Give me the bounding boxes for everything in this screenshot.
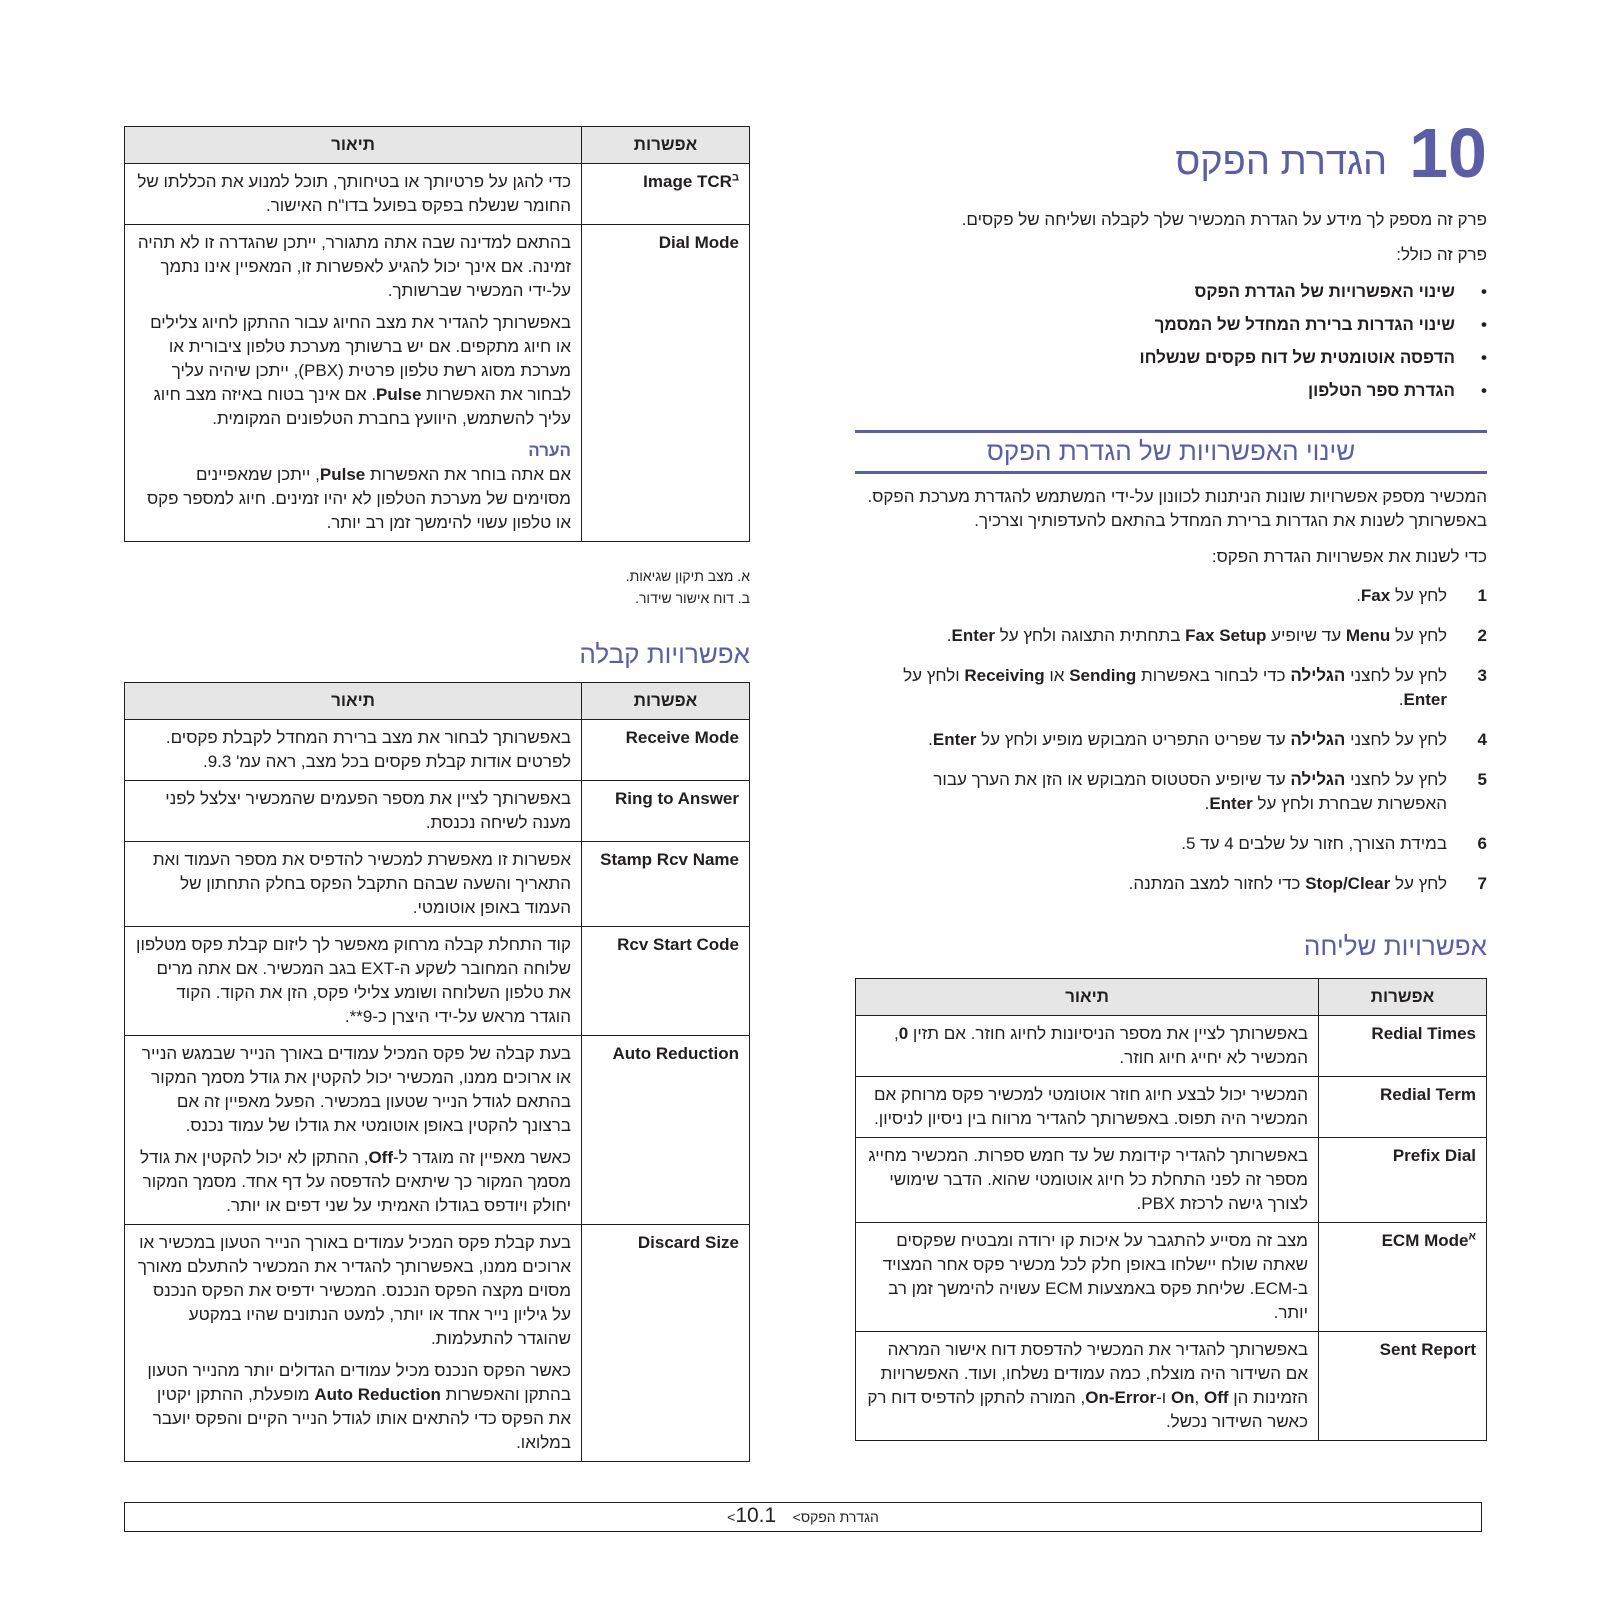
note-title: הערה	[528, 441, 571, 460]
table-row	[125, 842, 750, 927]
step-number: 3	[1477, 666, 1487, 685]
footnotes	[626, 565, 750, 609]
text-run: .	[1356, 586, 1361, 605]
table-row	[125, 1036, 750, 1225]
description-paragraph	[135, 311, 571, 431]
option-description-cell	[125, 1225, 582, 1462]
option-description-cell	[125, 164, 582, 225]
option-description-cell	[856, 1332, 1319, 1441]
sending-options-table-continued	[124, 126, 750, 542]
footer-chapter-title: <הגדרת הפקס>	[727, 1509, 879, 1525]
emphasis-text: הגלילה	[1290, 770, 1346, 789]
table-row	[125, 781, 750, 842]
text-run: כאשר הפקס הנכנס מכיל עמודים הגדולים יותר מהנייר הטעון בהתקן והאפשרות	[147, 1361, 571, 1404]
emphasis-text: Enter	[932, 730, 977, 749]
option-name: Ring to Answer	[614, 789, 739, 808]
footnote: א. מצב תיקון שגיאות.	[625, 568, 750, 584]
text-run: עד שיופיע	[1266, 626, 1346, 645]
option-name: Discard Size	[637, 1233, 739, 1252]
text-run: כדי לחזור למצב המתנה.	[1128, 874, 1306, 893]
option-name: Sent Report	[1379, 1340, 1476, 1359]
text-run: ,	[1194, 1388, 1204, 1407]
text-run: לחץ על	[1390, 874, 1447, 893]
column-header-option: אפשרות	[582, 127, 750, 164]
text-run: בתחתית התצוגה ולחץ על	[994, 626, 1186, 645]
text-run: באפשרותך להגדיר את המכשיר להדפסת דוח אישור המראה אם השידור היה מוצלח, כמה עמודים נשלחו, ועוד. האפשרויות הזמינות הן	[880, 1340, 1308, 1407]
emphasis-text: Menu	[1345, 626, 1391, 645]
option-description-cell	[125, 842, 582, 927]
receiving-options-table	[124, 682, 750, 1462]
section-description: המכשיר מספק אפשרויות שונות הניתנות לכוונון על-ידי המשתמש להגדרת מערכת הפקס. באפשרותך לשנות את הגדרות ברירת המחדל בהתאם להעדפותיך וצרכיך.	[867, 487, 1487, 530]
option-name-cell	[582, 1225, 750, 1462]
step-number: 5	[1477, 770, 1487, 789]
text-run: ולחץ על	[903, 666, 965, 685]
description-paragraph	[135, 787, 571, 835]
emphasis-text: Sending	[1069, 666, 1137, 685]
table-row	[856, 1332, 1487, 1441]
option-name: Stamp Rcv Name	[600, 850, 739, 869]
option-name-cell	[582, 927, 750, 1036]
description-paragraph	[135, 1359, 571, 1455]
description-paragraph	[135, 231, 571, 303]
option-name-cell	[1319, 1016, 1487, 1077]
option-description-cell	[856, 1138, 1319, 1223]
option-description-cell	[125, 720, 582, 781]
text-run: ו-	[1156, 1388, 1171, 1407]
text-run: מופעלת, ההתקן יקטין את הפקס כדי להתאים אותו לגודל הנייר הקיים והפקס יועבר במלואו.	[152, 1385, 571, 1452]
description-paragraph	[866, 1022, 1308, 1070]
section-heading-bar	[855, 430, 1487, 474]
emphasis-text: הגלילה	[1290, 666, 1346, 685]
text-run: באפשרותך לציין את מספר הניסיונות לחיוג חוזר. אם תזין	[908, 1024, 1308, 1043]
step-item	[867, 832, 1487, 856]
list-item: • הגדרת ספר הטלפון	[887, 379, 1487, 412]
text-run: לחץ על לחצני	[1345, 666, 1447, 685]
list-item: • שינוי הגדרות ברירת המחדל של המסמך	[887, 313, 1487, 346]
table-row	[856, 1016, 1487, 1077]
emphasis-text: Fax	[1360, 586, 1391, 605]
page-number: 10.1	[735, 1504, 777, 1527]
text-run: , המכשיר לא יחייג חיוג חוזר.	[894, 1024, 1308, 1067]
option-description-cell	[856, 1223, 1319, 1332]
column-header-option: אפשרות	[1319, 979, 1487, 1016]
emphasis-text: 0	[898, 1024, 909, 1043]
section-title: אפשרויות קבלה	[579, 639, 750, 669]
text-run: לחץ על לחצני	[1345, 770, 1447, 789]
text-run: כאשר מאפיין זה מוגדר ל-	[393, 1148, 571, 1167]
chapter-number: 10	[1409, 114, 1487, 192]
text-run: לחץ על לחצני	[1345, 730, 1447, 749]
option-name-cell	[1319, 1332, 1487, 1441]
table-row	[125, 1225, 750, 1462]
option-name: Prefix Dial	[1392, 1146, 1476, 1165]
emphasis-text: Pulse	[319, 465, 366, 484]
steps-list	[867, 584, 1487, 912]
text-run: בעת קבלת פקס המכיל עמודים באורך הנייר הטעון במכשיר או ארוכים ממנו, באפשרותך להגדיר את המכשיר להתעלם מאורך מסוים מקצה הפקס הנכנס. המכשיר ידפיס את הפקס הנכנס על גיליון נייר אחד או יותר, למעט הנתונים שהיו במקטע שהוגדר להתעלמות.	[137, 1233, 571, 1348]
option-name: Redial Term	[1379, 1085, 1476, 1104]
text-run: באפשרותך לציין את מספר הפעמים שהמכשיר יצלצל לפני מענה לשיחה נכנסת.	[165, 789, 571, 832]
option-name-cell	[1319, 1223, 1487, 1332]
emphasis-text: Fax Setup	[1185, 626, 1267, 645]
column-header-description: תיאור	[125, 683, 582, 720]
description-paragraph	[135, 1231, 571, 1351]
option-description-cell	[125, 225, 582, 542]
description-paragraph	[135, 848, 571, 920]
text-run: המכשיר יכול לבצע חיוג חוזר אוטומטי למכשיר פקס מרוחק אם המכשיר היה תפוס. באפשרותך להגדיר מרווח בין ניסיון לניסיון.	[873, 1085, 1308, 1128]
option-name: Rcv Start Code	[617, 935, 739, 954]
list-item: • הדפסה אוטומטית של דוח פקסים שנשלחו	[887, 346, 1487, 379]
option-name-cell	[582, 1036, 750, 1225]
text-run: לחץ על	[1390, 586, 1447, 605]
page-footer	[124, 1502, 1482, 1532]
table-row	[856, 1223, 1487, 1332]
step-number: 2	[1477, 626, 1487, 645]
table-row	[856, 1077, 1487, 1138]
footnote-marker: א	[1468, 1230, 1476, 1243]
intro-text: פרק זה מספק לך מידע על הגדרת המכשיר שלך לקבלה ושליחה של פקסים.	[961, 210, 1487, 229]
includes-label: פרק זה כולל:	[1396, 245, 1487, 264]
description-paragraph	[135, 726, 571, 774]
text-run: בעת קבלה של פקס המכיל עמודים באורך הנייר שבמגש הנייר או ארוכים ממנו, המכשיר יכול להקטין את גודל מסמך המקור בהתאם לגודל הנייר שטעון במכשיר. הפעל מאפיין זה אם ברצונך להקטין באופן אוטומטי את גודלו של עמוד נכנס.	[141, 1044, 571, 1135]
option-name: Image TCR	[643, 172, 732, 191]
table-row	[125, 164, 750, 225]
option-name: ECM Mode	[1381, 1231, 1469, 1250]
text-run: , ההתקן לא יכול להקטין את גודל מסמך המקור כך שיתאים להדפסה על דף אחד. מסמך המקור יחולק ויודפס בגודלו האמיתי על שני דפים או יותר.	[140, 1148, 571, 1215]
step-number: 7	[1477, 874, 1487, 893]
section-title: שינוי האפשרויות של הגדרת הפקס	[986, 436, 1356, 466]
table-row	[125, 720, 750, 781]
chapter-title: הגדרת הפקס	[1175, 141, 1388, 183]
text-run: בהתאם למדינה שבה אתה מתגורר, ייתכן שהגדרה זו לא תהיה זמינה. אם אינך יכול להגיע לאפשרות זו, המאפיין אינו נתמך על-ידי המכשיר שברשותך.	[137, 233, 571, 300]
emphasis-text: Receiving	[964, 666, 1045, 685]
description-paragraph	[866, 1338, 1308, 1434]
list-item: • שינוי האפשרויות של הגדרת הפקס	[887, 280, 1487, 313]
emphasis-text: Auto Reduction	[314, 1385, 441, 1404]
step-item	[867, 728, 1487, 752]
option-name-cell	[582, 781, 750, 842]
text-run: באפשרותך להגדיר קידומת של עד חמש ספרות. המכשיר מחייג מספר זה לפני התחלת כל חיוג אוטומטי שהוא. הדבר שימושי לצורך גישה לרכזת PBX.	[868, 1146, 1308, 1213]
step-number: 4	[1477, 730, 1487, 749]
option-description-cell	[856, 1077, 1319, 1138]
description-paragraph	[135, 933, 571, 1029]
option-name: Auto Reduction	[612, 1044, 739, 1063]
emphasis-text: הגלילה	[1290, 730, 1346, 749]
text-run: מצב זה מסייע להתגבר על איכות קו ירודה ומבטיח שפקסים שאתה שולח יישלחו באופן חלק לכל מכשיר פקס אחר המצויד ב-ECM. שליחת פקס באמצעות ECM עשויה להימשך זמן רב יותר.	[882, 1231, 1308, 1322]
step-number: 1	[1477, 586, 1487, 605]
table-row	[125, 225, 750, 542]
option-name-cell	[582, 842, 750, 927]
description-paragraph	[135, 1042, 571, 1138]
step-item	[867, 768, 1487, 816]
description-paragraph	[135, 170, 571, 218]
text-run: עד שפריט התפריט המבוקש מופיע ולחץ על	[976, 730, 1291, 749]
emphasis-text: Pulse	[376, 385, 422, 404]
text-run: לחץ על	[1390, 626, 1447, 645]
step-item	[867, 584, 1487, 608]
column-header-option: אפשרות	[582, 683, 750, 720]
column-header-description: תיאור	[856, 979, 1319, 1016]
text-run: או	[1044, 666, 1070, 685]
emphasis-text: Enter	[1209, 794, 1253, 813]
step-item	[867, 624, 1487, 648]
chapter-contents-list	[887, 280, 1487, 412]
text-run: .	[946, 626, 952, 645]
text-run: .	[1398, 690, 1404, 709]
table-row	[125, 927, 750, 1036]
text-run: אם אתה בוחר את האפשרות	[365, 465, 571, 484]
step-number: 6	[1477, 834, 1487, 853]
step-item	[867, 872, 1487, 896]
chapter-heading	[1175, 114, 1487, 192]
emphasis-text: On-Error	[1085, 1388, 1157, 1407]
option-name-cell	[582, 225, 750, 542]
option-description-cell	[856, 1016, 1319, 1077]
note-text	[135, 463, 571, 535]
option-name-cell	[1319, 1077, 1487, 1138]
option-description-cell	[125, 1036, 582, 1225]
emphasis-text: Off	[1204, 1388, 1229, 1407]
text-run: באפשרותך להגדיר את מצב החיוג עבור ההתקן לחיוג צלילים או חיוג מתקפים. אם יש ברשותך מערכת טלפון ציבורית או מערכת מסוג רשת טלפון פרטית (PBX), ייתכן שיהיה עליך לבחור את האפשרות	[150, 313, 571, 404]
description-paragraph	[866, 1083, 1308, 1131]
description-paragraph	[135, 1146, 571, 1218]
description-paragraph	[866, 1144, 1308, 1216]
text-run: קוד התחלת קבלה מרחוק מאפשר לך ליזום קבלת פקס מטלפון שלוחה המחובר לשקע ה-EXT בגב המכשיר. אם אתה מרים את טלפון השלוחה ושומע צלילי פקס, הזן את הקוד. הקוד הוגדר מראש על-ידי היצרן כ-9*‎*.	[136, 935, 571, 1026]
text-run: , ייתכן שמאפיינים מסוימים של מערכת הטלפון לא יהיו זמינים. חיוג למספר פקס או טלפון עשוי להימשך זמן רב יותר.	[146, 465, 571, 532]
option-name: Dial Mode	[658, 233, 739, 252]
text-run: כדי להגן על פרטיותך או בטיחותך, תוכל למנוע את הכללתו של החומר שנשלח בפקס בפועל בדו"ח האישור.	[137, 172, 571, 215]
emphasis-text: Enter	[951, 626, 995, 645]
emphasis-text: Enter	[1403, 690, 1447, 709]
text-run: באפשרותך לבחור את מצב ברירת המחדל לקבלת פקסים. לפרטים אודות קבלת פקסים בכל מצב, ראה עמ' 9.3.	[165, 728, 571, 771]
section-title: אפשרויות שליחה	[1303, 931, 1487, 961]
option-name-cell	[1319, 1138, 1487, 1223]
option-name: Receive Mode	[625, 728, 739, 747]
column-header-description: תיאור	[125, 127, 582, 164]
option-description-cell	[125, 927, 582, 1036]
option-name-cell	[582, 720, 750, 781]
emphasis-text: Off	[368, 1148, 393, 1167]
option-description-cell	[125, 781, 582, 842]
option-name: Redial Times	[1371, 1024, 1476, 1043]
emphasis-text: On	[1170, 1388, 1195, 1407]
text-run: .	[1204, 794, 1210, 813]
text-run: במידת הצורך, חזור על שלבים 4 עד 5.	[1181, 834, 1447, 853]
text-run: . אם אינך בטוח באיזה מצב חיוג עליך להשתמש, היוועץ בחברת הטלפונים המקומית.	[153, 385, 571, 428]
step-item	[867, 664, 1487, 712]
text-run: עד שיופיע הסטטוס המבוקש או הזן את הערך עבור האפשרות שבחרת ולחץ על	[933, 770, 1447, 813]
footnote-marker: ב	[731, 171, 739, 184]
text-run: כדי לבחור באפשרות	[1136, 666, 1291, 685]
text-run: אפשרות זו מאפשרת למכשיר להדפיס את מספר העמוד ואת התאריך והשעה שבהם התקבל הפקס בחלק התחתון של העמוד באופן אוטומטי.	[152, 850, 571, 917]
text-run: .	[928, 730, 933, 749]
sending-options-table	[855, 978, 1487, 1441]
text-run: , המורה להתקן להדפיס דוח רק כאשר השידור נכשל.	[867, 1388, 1308, 1431]
steps-lead: כדי לשנות את אפשרויות הגדרת הפקס:	[1211, 547, 1487, 566]
footnote: ב. דוח אישור שידור.	[635, 590, 750, 606]
emphasis-text: Stop/Clear	[1305, 874, 1391, 893]
table-row	[856, 1138, 1487, 1223]
option-name-cell	[582, 164, 750, 225]
description-paragraph	[866, 1229, 1308, 1325]
